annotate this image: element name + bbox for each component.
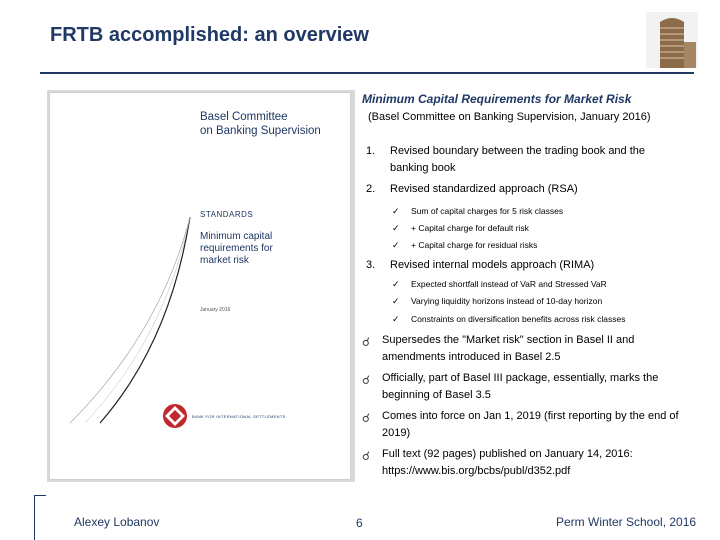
check-text: Expected shortfall instead of VaR and Stressed VaR	[411, 279, 607, 289]
checkmark-icon: ✓	[392, 314, 400, 324]
document-subtitle: (Basel Committee on Banking Supervision, January 2016)	[368, 111, 651, 123]
cover-org-line-2: on Banking Supervision	[200, 125, 321, 137]
cover-pub-title-2: requirements for	[200, 243, 273, 254]
check-text: Constraints on diversification benefits across risk classes	[411, 314, 626, 324]
bullet-text: Officially, part of Basel III package, essentially, marks the beginning of Basel 3.5	[382, 372, 659, 401]
checkmark-icon: ✓	[392, 296, 400, 306]
cover-section: STANDARDS	[200, 210, 254, 219]
slide-title: FRTB accomplished: an overview	[50, 24, 369, 46]
checkmark-icon: ✓	[392, 223, 400, 233]
cover-curve-art	[50, 93, 352, 481]
bullet-icon: ☌	[362, 449, 371, 463]
title-divider	[40, 72, 694, 74]
bis-tower-logo	[646, 12, 698, 68]
item-number: 3.	[366, 259, 376, 271]
checkmark-icon: ✓	[392, 240, 400, 250]
document-title: Minimum Capital Requirements for Market Risk	[362, 92, 632, 106]
cover-pub-title-1: Minimum capital	[200, 231, 273, 242]
book-cover	[49, 92, 351, 480]
check-text: Varying liquidity horizons instead of 10-day horizon	[411, 296, 603, 306]
item-number: 1.	[366, 145, 376, 157]
check-text: + Capital charge for residual risks	[411, 240, 538, 250]
item-number: 2.	[366, 183, 376, 195]
footer-event: Perm Winter School, 2016	[556, 515, 697, 529]
checkmark-icon: ✓	[392, 279, 400, 289]
footer-divider-tick	[34, 495, 46, 496]
cover-bis-name: BANK FOR INTERNATIONAL SETTLEMENTS	[192, 414, 286, 419]
bullet-text: Supersedes the "Market risk" section in Basel II and amendments introduced in Basel 2.5	[382, 334, 635, 363]
footer-divider	[34, 495, 35, 540]
bullet-text: Full text (92 pages) published on January 14, 2016: https://www.bis.org/bcbs/publ/d352.pdf	[382, 448, 633, 477]
item-text: Revised standardized approach (RSA)	[390, 183, 578, 195]
bullet-text: Comes into force on Jan 1, 2019 (first reporting by the end of 2019)	[382, 410, 679, 439]
bis-emblem-icon	[162, 403, 188, 429]
footer-author: Alexey Lobanov	[74, 515, 160, 529]
bullet-icon: ☌	[362, 373, 371, 387]
bullet-icon: ☌	[362, 411, 371, 425]
cover-org-line-1: Basel Committee	[200, 111, 288, 123]
cover-pub-title-3: market risk	[200, 255, 249, 266]
check-text: + Capital charge for default risk	[411, 223, 529, 233]
item-text: Revised boundary between the trading book and the banking book	[390, 145, 646, 174]
page-number: 6	[356, 516, 363, 530]
checkmark-icon: ✓	[392, 206, 400, 216]
bullet-icon: ☌	[362, 335, 371, 349]
item-text: Revised internal models approach (RIMA)	[390, 259, 595, 271]
check-text: Sum of capital charges for 5 risk classes	[411, 206, 564, 216]
cover-pub-date: January 2016	[200, 307, 231, 313]
